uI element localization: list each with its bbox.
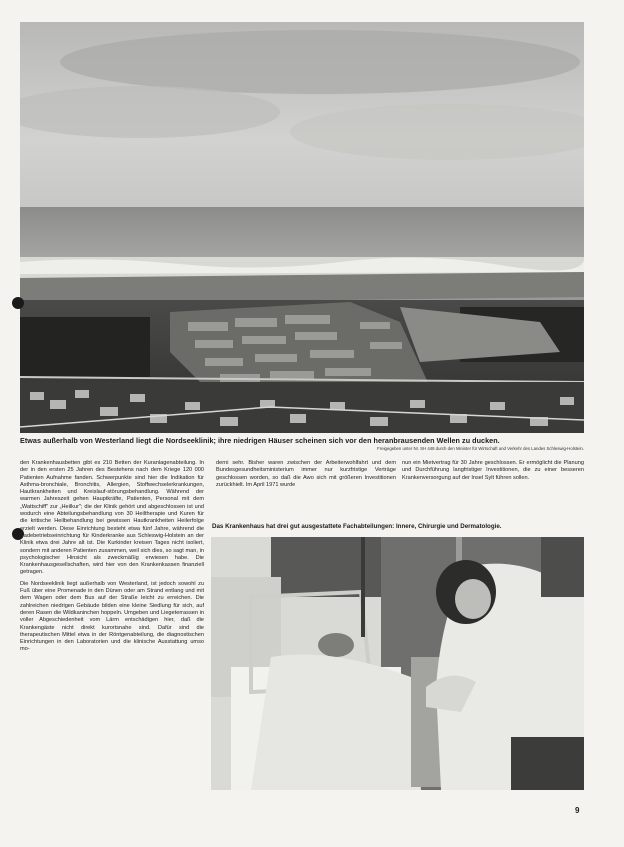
hospital-ward-photo [211, 537, 584, 790]
page-number: 9 [575, 806, 580, 815]
photo-credit: Freigegeben unter Nr. SH 448 durch den Minister für Wirtschaft und Verkehr des Landes Schleswig-Holstein. [377, 446, 584, 451]
paragraph: Die Nordseeklinik liegt außerhalb von Westerland, ist jedoch sowohl zu Fuß über eine Promenade in den Dünen oder am Strand entlang und mit dem Wagen oder dem Bus auf der Straße leicht zu erreichen. Die zahlreichen niedrigen Gebäude bilden eine kleine Siedlung für sich, auf deren Rasen die Wildkaninchen hoppeln. Umgeben und Liegeterrassen in voller Abgeschiedenheit vom Lärm entschädigen hier, daß die Krankengäste nicht direkt kurortsnahe sind. Dafür sind die therapeutischen Mittel etwa in der Röntgenabteilung, die diagnostischen Einrichtungen in den Laboratorien und die klinische Ausstattung umso mo- [20, 580, 204, 653]
ward-photo-caption: Das Krankenhaus hat drei gut ausgestattete Fachabteilungen: Innere, Chirurgie und Dermatologie. [212, 523, 502, 530]
aerial-photo-nordseeklinik [20, 22, 584, 433]
article-column-2 [216, 460, 396, 493]
article-column-3 [402, 460, 584, 486]
aerial-photo-caption: Etwas außerhalb von Westerland liegt die Nordseeklinik; ihre niedrigen Häuser scheinen sich vor den heranbrausenden Wellen zu ducken. [20, 436, 500, 445]
paragraph: nun ein Mietvertrag für 30 Jahre geschlossen. Er ermöglicht die Planung und Durchführung langfristiger Investitionen, die zu einer besseren Krankenversorgung auf der Insel Sylt führen sollen. [402, 460, 584, 481]
paragraph: den Krankenhausbetten gibt es 210 Betten der Kuranlagenabteilung. In der in den ersten 25 Jahren des Bestehens nach dem Kriege 120 000 Patienten Aufnahme fanden. Schwerpunkte sind hier die Indikation für Asthma-bronchiale, Bronchitis, Allergien, Stoffwechselerkrankungen, Hautkrankheiten und Kreislauf-störungsbehandlung. Während der warmen Jahreszeit gehen Hauptkräfte, Patienten, Personal mit dem „Wattschiff" zur „Heilkur"; die der Klinik gehört und abgeschlossen ist und wodurch eine Abteilungsbehandlung von 30 Heiltherapie und Kuren für die kritische Heilbehandlung bei gewissen Hautkrankheiten Heilerfolge erzielt werden. Diese Einrichtung besteht etwa fünf Jahre, während die Badebetriebseinrichtung für Kinderkranke aus Schleswig-Holstein an der Klinik etwa drei Jahre alt ist. Die Kurkinder kreisen Tages nicht isoliert, sondern mit anderen Patienten zusammen, weil sich dies, so sagt man, in psychologischer Hinsicht als zweckmäßig erwiesen habe. Die Krankenhausgesellschaften, wird hier von den Krankenkassen finanziell getragen. [20, 460, 204, 576]
paragraph: derni sehr. Bisher waren zwischen der Arbeiterwohlfahrt und dem Bundesgesundheitsministerium immer nur kurzfristige Verträge geschlossen worden, so daß die Awo sich mit größeren Investitionen zurückhielt. Im April 1971 wurde [216, 460, 396, 488]
binder-hole [12, 297, 24, 309]
article-column-1 [20, 460, 204, 658]
